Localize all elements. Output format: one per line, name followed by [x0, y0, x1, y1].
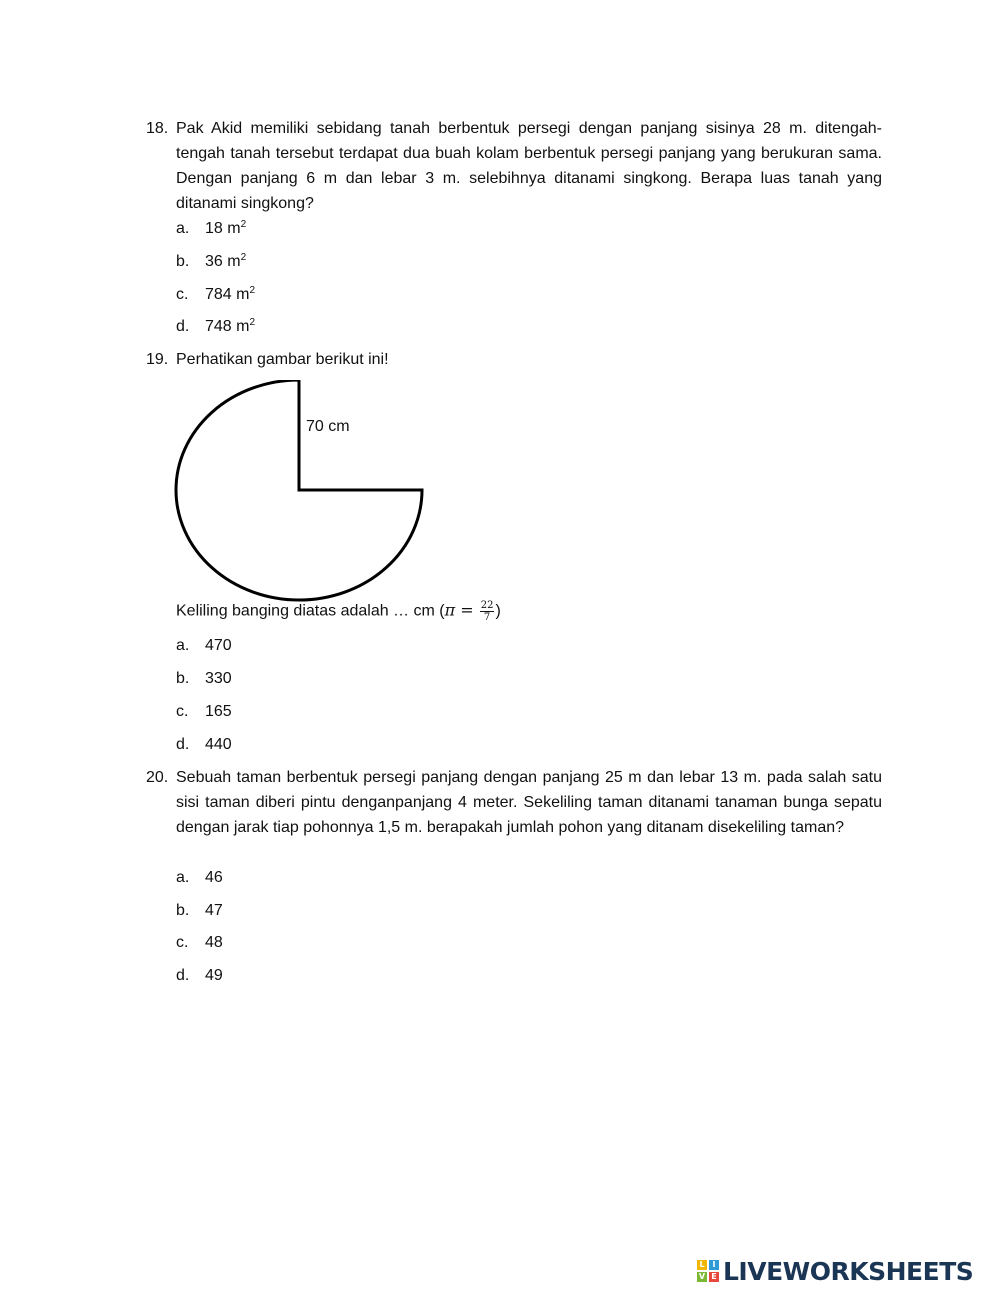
option-exponent: 2	[249, 285, 256, 296]
option-letter: c.	[176, 286, 189, 303]
formula-suffix: )	[495, 602, 501, 620]
figure-outline	[176, 380, 422, 600]
option-value: 330	[205, 670, 232, 687]
perimeter-formula	[176, 600, 501, 623]
option-20c[interactable]	[176, 933, 223, 953]
option-19c[interactable]	[176, 702, 232, 722]
option-letter: d.	[176, 736, 190, 753]
question-18	[146, 116, 882, 216]
logo-mark-v: V	[698, 1272, 706, 1281]
question-19	[146, 347, 882, 372]
liveworksheets-logo	[697, 1255, 973, 1287]
option-value: 48	[205, 934, 223, 951]
option-exponent: 2	[240, 252, 247, 263]
question-text: Sebuah taman berbentuk persegi panjang dengan panjang 25 m dan lebar 13 m. pada salah satu sisi taman diberi pintu denganpanjang 4 meter. Sekeliling taman ditanami tanaman bunga sepatu dengan jarak tiap pohonnya 1,5 m. berapakah jumlah pohon yang ditanam disekeliling taman?	[176, 769, 882, 836]
logo-text: LIVEWORKSHEETS	[723, 1256, 974, 1286]
radius-label: 70 cm	[306, 418, 350, 435]
pi-symbol: π =	[444, 600, 479, 620]
option-20b[interactable]	[176, 901, 223, 921]
option-20d[interactable]	[176, 966, 223, 986]
fraction-denominator: 7	[483, 612, 491, 623]
fraction-numerator: 22	[480, 600, 494, 611]
logo-mark-icon	[697, 1260, 719, 1282]
option-letter: a.	[176, 637, 190, 654]
option-value: 784 m	[205, 286, 250, 303]
option-19b[interactable]	[176, 669, 232, 689]
option-value: 47	[205, 902, 223, 919]
option-letter: d.	[176, 967, 190, 984]
question-text: Pak Akid memiliki sebidang tanah berbentuk persegi dengan panjang sisinya 28 m. ditengah-tengah tanah tersebut terdapat dua buah kolam berbentuk persegi panjang yang berukuran sama. Dengan panjang 6 m dan lebar 3 m. selebihnya ditanami singkong. Berapa luas tanah yang ditanami singkong?	[176, 120, 882, 212]
option-exponent: 2	[240, 219, 247, 230]
option-19a[interactable]	[176, 636, 232, 656]
logo-mark-i: I	[709, 1260, 719, 1270]
question-number: 19.	[146, 351, 169, 368]
logo-mark-l: L	[697, 1260, 707, 1270]
option-value: 49	[205, 967, 223, 984]
option-letter: b.	[176, 902, 190, 919]
option-letter: a.	[176, 220, 190, 237]
option-18d[interactable]	[176, 317, 255, 337]
option-letter: c.	[176, 934, 189, 951]
option-letter: a.	[176, 869, 190, 886]
option-letter: b.	[176, 670, 190, 687]
option-value: 36 m	[205, 253, 241, 270]
three-quarter-circle-figure	[170, 380, 470, 610]
option-19d[interactable]	[176, 735, 232, 755]
option-value: 18 m	[205, 220, 241, 237]
question-number: 18.	[146, 120, 169, 137]
question-20	[146, 765, 882, 840]
question-number: 20.	[146, 769, 169, 786]
option-value: 165	[205, 703, 232, 720]
figure-svg	[170, 380, 470, 605]
formula-prefix: Keliling banging diatas adalah … cm (	[176, 602, 445, 620]
option-letter: b.	[176, 253, 190, 270]
option-20a[interactable]	[176, 868, 223, 888]
pi-fraction	[480, 600, 495, 623]
option-letter: c.	[176, 703, 189, 720]
option-value: 470	[205, 637, 232, 654]
option-value: 46	[205, 869, 223, 886]
option-exponent: 2	[249, 317, 256, 328]
option-18b[interactable]	[176, 252, 246, 272]
option-value: 440	[205, 736, 232, 753]
option-18c[interactable]	[176, 285, 255, 305]
logo-mark-e: E	[709, 1272, 719, 1282]
option-18a[interactable]	[176, 219, 246, 239]
question-text: Perhatikan gambar berikut ini!	[176, 351, 389, 368]
option-letter: d.	[176, 318, 190, 335]
option-value: 748 m	[205, 318, 250, 335]
